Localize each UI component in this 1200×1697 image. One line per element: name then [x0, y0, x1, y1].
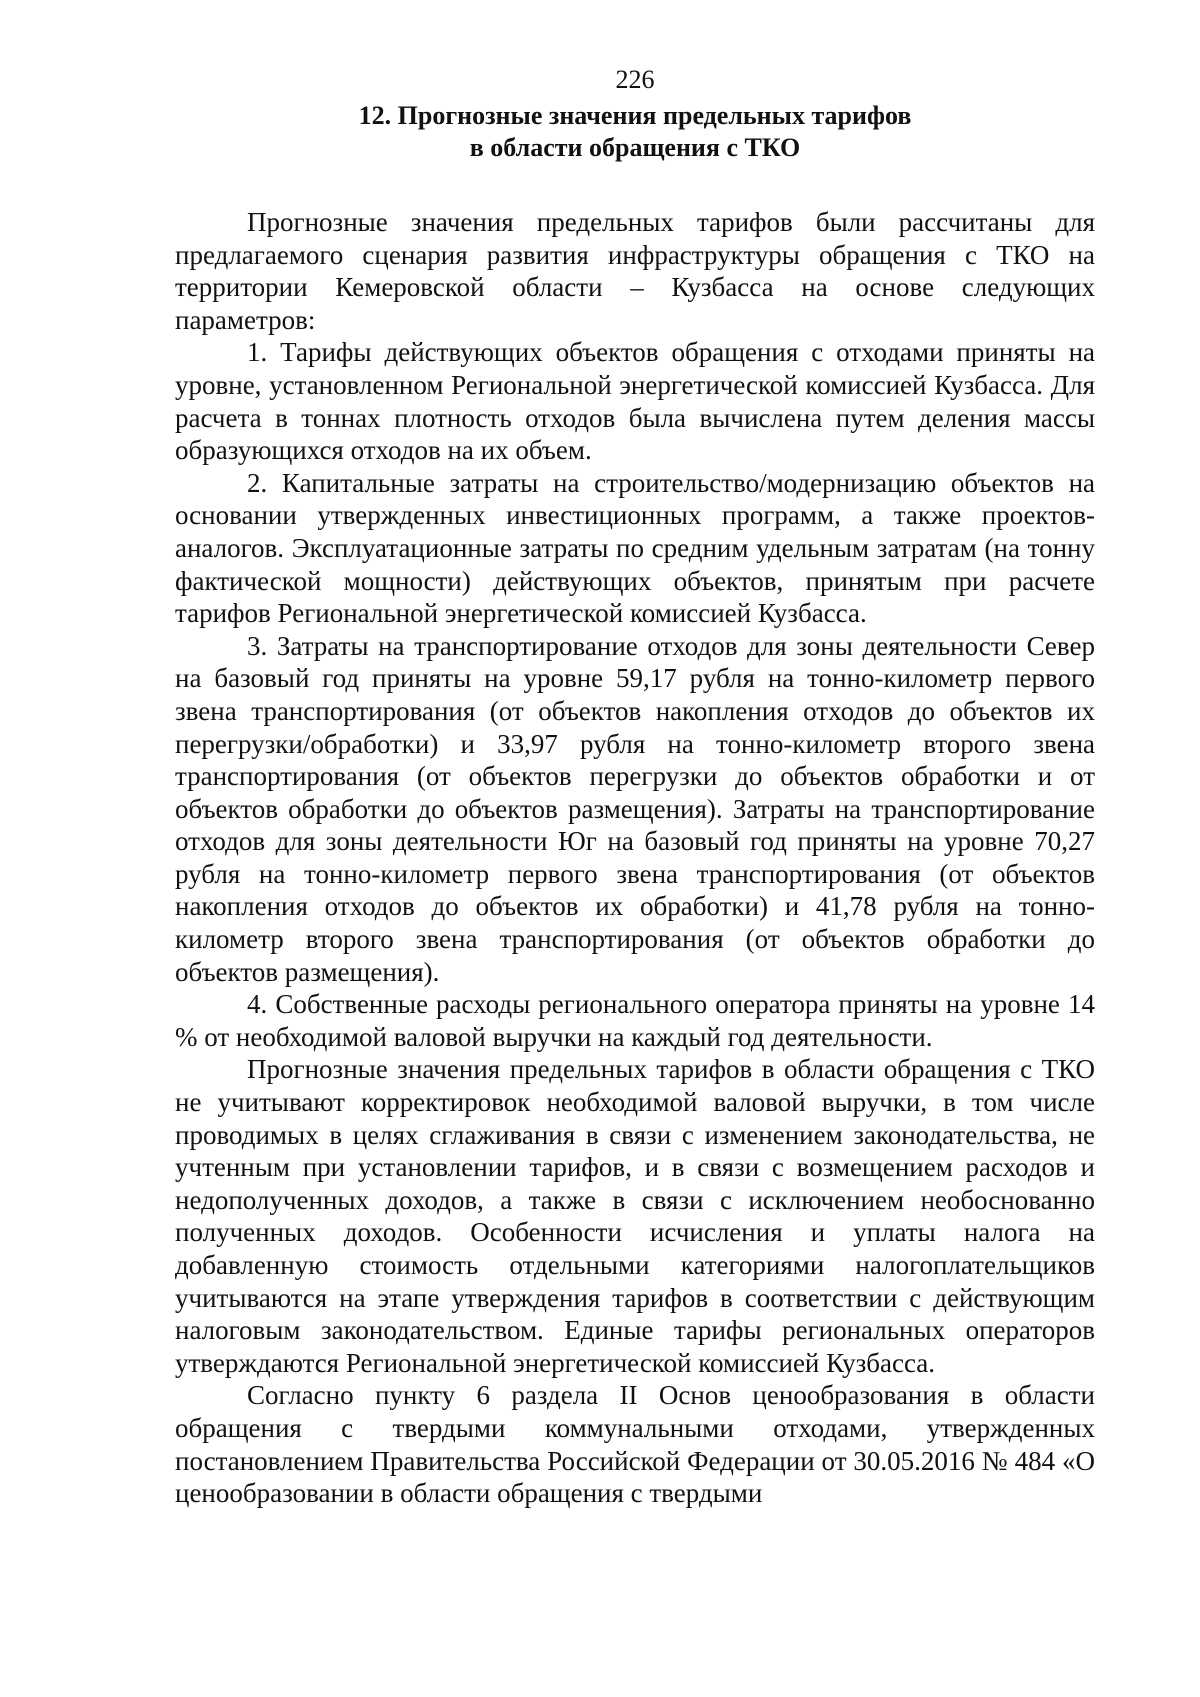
tariff-adjustments-paragraph: Прогнозные значения предельных тарифов в области обращения с ТКО не учитывают корректировок необходимой валовой выручки, в том числе проводимых в целях сглаживания в связи с изменением законодательства, не учтенным при установлении тарифов, и в связи с возмещением расходов и недополученных доходов, а также в связи с исключением необоснованно полученных доходов. Особенности исчисления и уплаты налога на добавленную стоимость отдельными категориями налогоплательщиков учитываются на этапе утверждения тарифов в соответствии с действующим налоговым законодательством. Единые тарифы региональных операторов утверждаются Региональной энергетической комиссией Кузбасса.: [175, 1054, 1095, 1378]
intro-paragraph: Прогнозные значения предельных тарифов были рассчитаны для предлагаемого сценария развития инфраструктуры обращения с ТКО на территории Кемеровской области – Кузбасса на основе следующих параметров:: [175, 207, 1095, 335]
section-title-line-1: 12. Прогнозные значения предельных тарифов: [358, 101, 912, 130]
list-item-2: 2. Капитальные затраты на строительство/модернизацию объектов на основании утвержденных инвестиционных программ, а также проектов-аналогов. Эксплуатационные затраты по средним удельным затратам (на тонну фактической мощности) действующих объектов, принятым при расчете тарифов Региональной энергетической комиссией Кузбасса.: [175, 467, 1095, 629]
document-page: [175, 64, 1095, 1510]
list-item-1: 1. Тарифы действующих объектов обращения с отходами приняты на уровне, установленном Региональной энергетической комиссией Кузбасса. Для расчета в тоннах плотность отходов была вычислена путем деления массы образующихся отходов на их объем.: [175, 337, 1095, 466]
section-title-line-2: в области обращения с ТКО: [469, 133, 801, 162]
list-item-3: 3. Затраты на транспортирование отходов для зоны деятельности Север на базовый год приняты на уровне 59,17 рубля на тонно-километр первого звена транспортирования (от объектов накопления отходов до объектов их перегрузки/обработки) и 33,97 рубля на тонно-километр второго звена транспортирования (от объектов перегрузки до объектов обработки и от объектов обработки до объектов размещения). Затраты на транспортирование отходов для зоны деятельности Юг на базовый год приняты на уровне 70,27 рубля на тонно-километр первого звена транспортирования (от объектов накопления отходов до объектов их обработки) и 41,78 рубля на тонно-километр второго звена транспортирования (от объектов обработки до объектов размещения).: [175, 630, 1095, 987]
section-title: [175, 100, 1095, 164]
list-item-4: 4. Собственные расходы регионального оператора приняты на уровне 14 % от необходимой валовой выручки на каждый год деятельности.: [175, 989, 1095, 1052]
body-text: [175, 206, 1095, 1510]
pricing-basis-paragraph: Согласно пункту 6 раздела II Основ ценообразования в области обращения с твердыми коммунальными отходами, утвержденных постановлением Правительства Российской Федерации от 30.05.2016 № 484 «О ценообразовании в области обращения с твердыми: [175, 1380, 1095, 1509]
page-number: 226: [615, 65, 655, 94]
